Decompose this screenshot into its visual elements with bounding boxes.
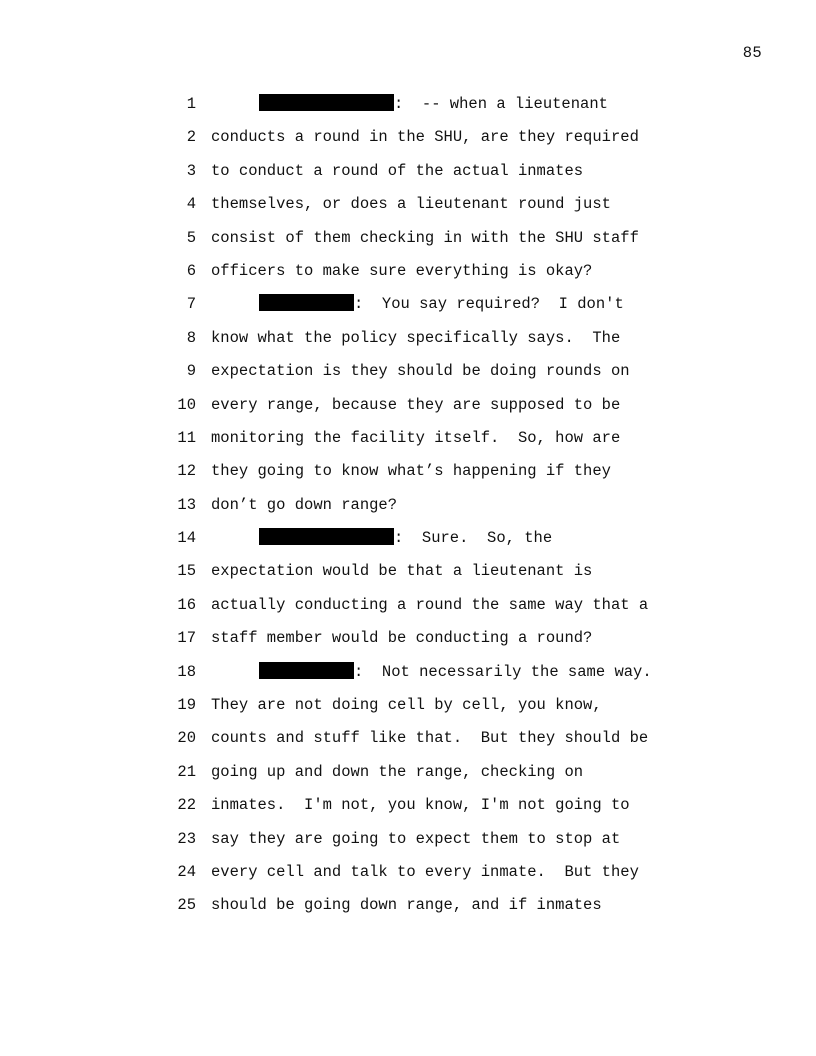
- line-text-container: [211, 360, 630, 382]
- line-text: don’t go down range?: [211, 495, 398, 514]
- line-text-container: [211, 494, 397, 516]
- transcript-line: [0, 126, 816, 159]
- line-number: 16: [177, 595, 196, 614]
- line-number: 24: [177, 862, 196, 881]
- transcript-line: [0, 460, 816, 493]
- line-text-container: [211, 761, 583, 783]
- line-text: staff member would be conducting a round?: [211, 629, 593, 648]
- transcript-body: [0, 93, 816, 928]
- line-number: 3: [186, 161, 196, 180]
- line-text: expectation is they should be doing rounds on: [211, 362, 630, 381]
- line-text: officers to make sure everything is okay?: [211, 261, 593, 280]
- line-number: 15: [177, 562, 196, 581]
- line-text: should be going down range, and if inmates: [211, 896, 602, 915]
- transcript-line: [0, 193, 816, 226]
- line-text: going up and down the range, checking on: [211, 762, 584, 781]
- line-number: 14: [177, 529, 196, 548]
- line-number: 13: [177, 495, 196, 514]
- line-text: actually conducting a round the same way that a: [211, 595, 649, 614]
- line-text-container: [259, 293, 624, 315]
- redacted-speaker-name: [259, 528, 394, 545]
- line-number: 4: [186, 195, 196, 214]
- line-text-container: [211, 794, 630, 816]
- line-text: themselves, or does a lieutenant round just: [211, 195, 611, 214]
- transcript-line: [0, 694, 816, 727]
- transcript-line: [0, 828, 816, 861]
- line-text-container: [211, 427, 620, 449]
- line-text-container: [259, 93, 608, 115]
- line-number: 25: [177, 896, 196, 915]
- line-text: They are not doing cell by cell, you know,: [211, 696, 602, 715]
- line-text-container: [211, 627, 592, 649]
- transcript-line: [0, 627, 816, 660]
- transcript-line: [0, 360, 816, 393]
- line-number: 19: [177, 696, 196, 715]
- transcript-line: [0, 293, 816, 326]
- transcript-line: [0, 861, 816, 894]
- line-text: : -- when a lieutenant: [394, 95, 608, 113]
- transcript-line: [0, 427, 816, 460]
- line-number: 2: [186, 128, 196, 147]
- line-text: monitoring the facility itself. So, how are: [211, 428, 621, 447]
- line-text-container: [211, 560, 592, 582]
- line-text-container: [259, 661, 652, 683]
- transcript-line: [0, 794, 816, 827]
- line-number: 11: [177, 428, 196, 447]
- line-number: 8: [186, 328, 196, 347]
- line-number: 21: [177, 762, 196, 781]
- line-text-container: [211, 327, 620, 349]
- transcript-line: [0, 327, 816, 360]
- line-text-container: [211, 160, 583, 182]
- line-number: 5: [186, 228, 196, 247]
- redacted-speaker-name: [259, 94, 394, 111]
- line-text-container: [211, 828, 620, 850]
- transcript-line: [0, 394, 816, 427]
- line-text: to conduct a round of the actual inmates: [211, 161, 584, 180]
- line-text-container: [211, 894, 602, 916]
- transcript-line: [0, 260, 816, 293]
- transcript-line: [0, 661, 816, 694]
- line-text-container: [211, 727, 648, 749]
- line-text-container: [211, 460, 611, 482]
- transcript-line: [0, 894, 816, 927]
- transcript-line: [0, 227, 816, 260]
- line-text: counts and stuff like that. But they should be: [211, 729, 649, 748]
- redacted-speaker-name: [259, 294, 354, 311]
- transcript-line: [0, 727, 816, 760]
- line-text: every cell and talk to every inmate. But they: [211, 862, 639, 881]
- line-number: 9: [186, 362, 196, 381]
- transcript-line: [0, 527, 816, 560]
- line-text-container: [259, 527, 552, 549]
- transcript-line: [0, 560, 816, 593]
- line-text: conducts a round in the SHU, are they required: [211, 128, 639, 147]
- line-text-container: [211, 260, 592, 282]
- line-text: know what the policy specifically says. The: [211, 328, 621, 347]
- line-number: 1: [186, 95, 196, 113]
- page-number: 85: [742, 44, 762, 62]
- transcript-line: [0, 93, 816, 126]
- transcript-line: [0, 761, 816, 794]
- transcript-line: [0, 594, 816, 627]
- line-text-container: [211, 193, 611, 215]
- line-number: 6: [186, 261, 196, 280]
- transcript-line: [0, 494, 816, 527]
- line-text-container: [211, 394, 620, 416]
- line-number: 12: [177, 462, 196, 481]
- line-text: every range, because they are supposed to be: [211, 395, 621, 414]
- line-number: 23: [177, 829, 196, 848]
- line-text: : Not necessarily the same way.: [354, 662, 652, 681]
- line-text-container: [211, 594, 648, 616]
- line-text: : You say required? I don't: [354, 295, 624, 314]
- line-number: 10: [177, 395, 196, 414]
- transcript-line: [0, 160, 816, 193]
- line-text: inmates. I'm not, you know, I'm not going to: [211, 796, 630, 815]
- redacted-speaker-name: [259, 662, 354, 679]
- line-text-container: [211, 694, 602, 716]
- line-text: : Sure. So, the: [394, 529, 553, 548]
- line-number: 18: [177, 662, 196, 681]
- line-number: 17: [177, 629, 196, 648]
- line-text: expectation would be that a lieutenant is: [211, 562, 593, 581]
- line-text: they going to know what’s happening if they: [211, 462, 611, 481]
- line-number: 20: [177, 729, 196, 748]
- line-text-container: [211, 861, 639, 883]
- line-text: consist of them checking in with the SHU staff: [211, 228, 639, 247]
- line-text: say they are going to expect them to stop at: [211, 829, 621, 848]
- line-number: 7: [186, 295, 196, 314]
- line-number: 22: [177, 796, 196, 815]
- line-text-container: [211, 227, 639, 249]
- line-text-container: [211, 126, 639, 148]
